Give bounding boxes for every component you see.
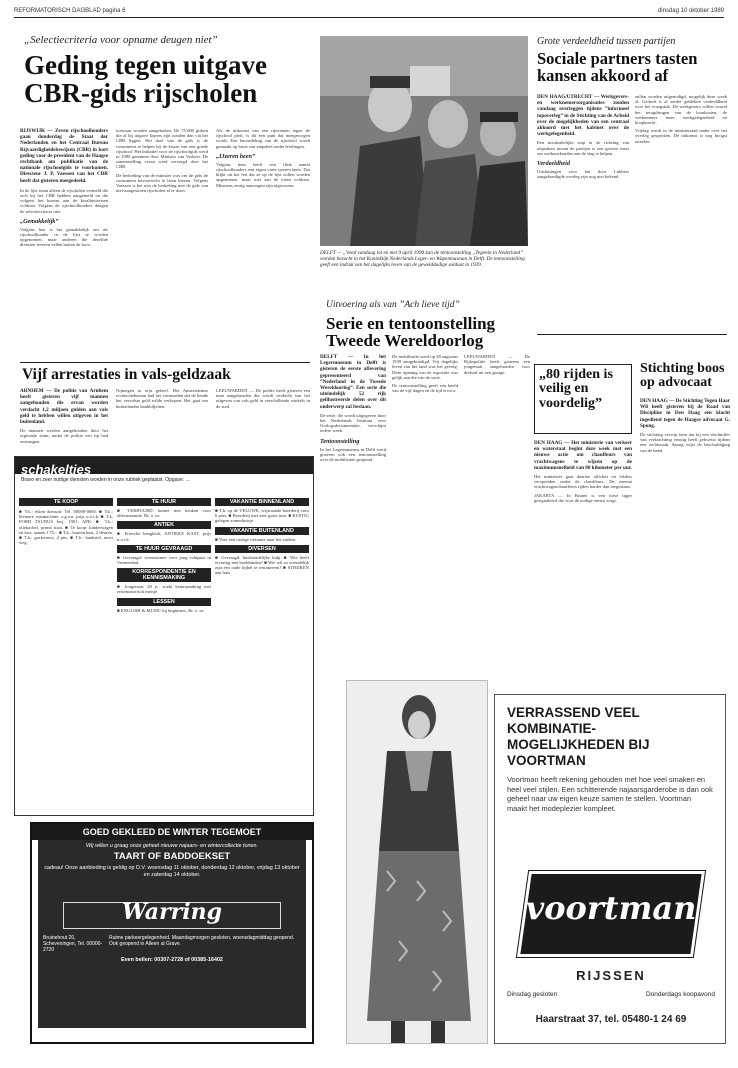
story1-subhead2: „IJzeren been” [216,152,256,160]
classifieds-header-lessen: LESSEN [117,598,211,606]
ad-warring-logo-frame [63,899,281,928]
story4-text: Een noodzakelijke stap in de richting van afspraken tussen de partijen is een grotere inzet om werkzoekenden aan de slag te helpen. [537,140,629,156]
classifieds-header-vakbui: VAKANTIE BUITENLAND [215,527,309,535]
classifieds-intro: Bravo en zeer nuttige diensten worden in onze rubriek geplaatst. Opgave: ... [21,477,190,483]
fashion-photo [346,680,488,1044]
story2-text: De mannen werden aangehouden door het regionale team, nadat de politie een tip had ontvangen. [20,428,108,444]
story4-lead: DEN HAAG/UTRECHT — Werkgevers- en werknemersorganisaties zouden vandaag overleggen tijdens ”informeel topoverleg” in de Stichting van de Arbeid over de mogelijkheden van een centraal akkoord met het kabinet over de werkgelegenheid. [537,94,629,138]
story1-text-b: Volgens hen is het gemakkelijk om als rijschoolhouder in de lijst te worden opgenomen, maar anderen die dezelfde diensten leveren vallen buiten de boot. [20,226,108,248]
classifieds-tekoop-text: ■ T.k.: eiken dressoir. Tel. 00000-0000. ■ T.k.: kleinere wasmachine, z.g.a.n. prijs n.o.t.k. ■ T.k. FORD TAUNUS bwj. 1981, APK. ■ T.k.: oliekachel, prima staat. ■ Te koop: kinderwagen en box, samen f 75,-. ■ T.k.: houten kast, 2 deuren. ■ T.k.: gasfornuis, 4 pits. ■ T.k.: bankstel, moet weg. [19,509,113,546]
classifieds-col1 [19,498,113,613]
fashion-photo-svg [347,681,488,1044]
story5-text-b: JAKARTA — In Brunei is een forse tijger gesignaleerd die voor de nodige onrust zorgt. [534,492,632,503]
ad-voortman-logo-wrap [523,889,699,927]
story2-text-b: Nijmegen in zijn geheel. Het Amsterdamse recherchebureau had het vermoeden dat de bende het vervalste geld wilde verkopen. Het gaat om buitenlandse bankbiljetten. [116,388,208,409]
soldiers-photo [320,36,528,246]
story1-text-e: Als de uitkomst van een rijexamen tegen de rijschool pleit, is dit een punt dat meegewogen wordt. Een beoordeling van de rijschool wordt gemaakt op basis van enquêtes onder leerlingen. [216,128,310,149]
story6-lead: DEN HAAG — De Stichting Tegen Haar Wil heeft gisteren bij de Raad van Discipline in Den Haag een klacht ingediend tegen de Haagse advocaat G. Spong. [640,398,731,429]
ad-voortman-body: Voortman heeft rekening gehouden met hoe veel smaken en heel veel stijlen. Een schitterende najaarsgarderobe is dan ook geheel naar uw eigen keuze samen te stellen. Voortman maakt het modeplezier kompleet. [507,775,713,813]
classifieds-tehuur-text: ■ VERHUURD: kamer met keuken voor alleenstaande. Br. o. nr. [117,508,211,519]
ad-voortman-address: Haarstraat 37, tel. 05480-1 24 69 [535,1014,687,1025]
story3-col1 [320,354,386,462]
ad-warring-address: Bruinehout 20, Scheveningen, Tel. 00000-2720 [43,934,103,954]
story5-headline: „80 rijden is veilig en voordelig” [539,367,613,411]
story2-col3 [216,388,310,409]
classifieds-logo: schakeltjes [21,462,92,477]
masthead-right: dinsdag 10 oktober 1989 [657,8,724,14]
story1-text-d: De bedoeling van de minister was om de gids de consument bevoorrecht te laten kiezen. Volgens Vaessen is het niet de bedoeling met de gids van niet-aangesloten rijscholen af te doen. [116,172,208,194]
ad-warring-shop: Warring [122,899,222,926]
story1-col2 [116,128,208,193]
story1-kicker: „Selectiecriteria voor opname deugen niet” [24,34,218,46]
story3-text: De serie, die wordt uitgegeven door het Nederlands Instituut voor Oorlogsdocumentatie, verschijnt iedere week. [320,412,386,434]
classifieds-header-tehuur: TE HUUR [117,498,211,506]
ad-warring-line1: Wij willen u graag onze geheel nieuwe najaars- en wintercollectie tonen. [86,843,258,849]
story3-headline: Serie en tentoonstelling Tweede Wereldoorlog [326,314,496,351]
story4-divider [537,334,727,335]
story4-kicker: Grote verdeeldheid tussen partijen [537,36,676,47]
story3-col3 [464,354,530,375]
classifieds-vakbin-text: ■ T.h. op de VELUWE, vrijstaande boerderij voor 6 pers. ■ Boerderij met zeer grote tuin. ■ RUSTIG gelegen zomerhuisje. [215,508,309,524]
soldiers-photo-svg [320,36,528,246]
story6-headline: Stichting boos op advocaat [640,361,725,391]
ad-warring-line2: cadeau! Onze aanbieding is geldig op D.V. woensdag 11 oktober, donderdag 12 oktober, vrijdag 13 oktober en zaterdag 14 oktober. [44,865,300,878]
classifieds-vakbui-text: ■ Voor een rustige vakantie naar het zuiden. [215,536,296,542]
story1-text-f: Volgens hem heeft een flink aantal rijschoolhouders een eigen vaste ijzeren been. Dat blijkt uit het feit dat ze op de lijst willen worden opgenomen, maar niet aan de eisen voldoen. Minstens zestig aanvragen zijn afgewezen. [216,161,310,188]
story4-col1 [537,94,629,179]
story3-text-e: LEEUWARDEN — De Rijkspolitie heeft gisteren een jongeman aangehouden voor diefstal uit een garage. [464,354,530,375]
story3-lead: DELFT — In het Legermuseum in Delft is gisteren de eerste aflevering gepresenteerd van ”Nederland in de Tweede Wereldoorlog”. Een serie die uiteindelijk 52 rijk geillustreerde delen over dit onderwerp zal beslaan. [320,354,386,410]
story1-col3 [216,128,310,188]
ad-voortman-days [507,991,715,998]
story3-text-b: In het Legermuseum in Delft werd gisteren ook een tentoonstelling over de mobilisatie geopend. [320,446,386,463]
story1-body [20,128,310,248]
story3-body [320,354,530,462]
story1-text-c: toestaan worden aangeboden. De 75.000 gidsen die al bij uitgave kopers zijn zouden dan via het CBR liggen. Het doel van de gids is de consument te helpen bij de keuze van een goede rijschool. Het initiatief voor de rijschoolgids werd in 1986 genomen door Minister van Verkeer. De samenstelling ervan werd verzorgd door het CBR. [116,128,208,170]
ad-warring-title: GOED GEKLEED DE WINTER TEGEMOET [32,824,312,840]
classifieds-gevraagd-text: ■ Gevraagd: woonruimte voor jong echtpaar in Veenendaal. [117,554,211,566]
ad-warring-panel [38,840,306,1028]
classifieds-header-vakbin: VAKANTIE BINNENLAND [215,498,309,506]
classifieds-antiek-text: ■ Friesche hangklok, ANTIEKE KAST, prijs n.o.t.k. [117,531,211,542]
ad-warring [30,822,314,1044]
ad-warring-highlight: TAART OF BADDOEKSET [113,851,231,863]
classifieds-header-tekoop: TE KOOP [19,498,113,506]
masthead-left: REFORMATORISCH DAGBLAD pagina 6 [14,8,126,14]
story4-text-c: zullen worden uitgenodigd, mogelijk deze week al. Gedeelt is al eerder gebleken verdeeldheid over het vraagstuk. De werkgevers willen vooral het terugdringen van de loonkosten, de werknemers meer werkgelegenheid en koopkracht. [635,94,727,126]
classifieds-columns [15,498,313,613]
classifieds-banner [15,457,313,477]
story2-body [20,388,310,444]
ad-voortman [494,694,726,1044]
ad-voortman-logo: voortman [525,889,697,927]
ad-voortman-days-right: Donderdags koopavond [645,991,715,998]
story3-kicker: Uitvoering als van ”Ach lieve tijd” [326,300,460,310]
ad-voortman-city-wrap [495,965,727,984]
story1-text: In de lijst staan alleen de rijscholen vermeld die zich bij het CBR hebben aangemeld en die volgens het bureau aan de kwaliteitseisen voldoen. Volgens de rijschoolhouders deugen de selectiecriteria niet. [20,187,108,214]
classifieds-header-diversen: DIVERSEN [215,545,309,553]
masthead-rule [14,17,724,18]
story4-text-b: Uitsluitingen voor het door Lubbers aangekondigde overleg zijn nog niet bekend. [537,169,629,180]
classifieds-col2 [117,498,211,613]
story2-text-c: LEEUWARDEN — De politie heeft gisteren een man aangehouden die wordt verdacht van het uitgeven van vals geld in verschillende winkels in de stad. [216,388,310,409]
story1-divider [20,362,310,363]
ad-warring-phone: Even bellen: 00307-2728 of 00385-16402 [121,956,223,963]
ad-warring-footer: Ruime parkeergelegenheid. Maandagmorgen gesloten, woensdagmiddag geopend. Ook geopend in Alleen al Grave. [109,934,295,948]
classifieds-col3 [215,498,309,613]
story4-body [537,94,727,179]
story2-lead: ARNHEM — De politie van Arnhem heeft gisteren vijf mannen aangehouden die ervan worden verdacht 1,2 miljoen gulden aan vals geld te hebben willen uitgeven in het buitenland. [20,388,109,426]
story5-headline-box [534,364,632,434]
story3-text-c: De mobilisatie werd op 28 augustus 1939 aangekondigd. Vrij dagelijks leven van het land was het gevolg. Deze opening van de expositie was gelijk aan die van de serie. [392,354,458,380]
ad-voortman-city: RIJSSEN [576,968,646,983]
story4-col2 [635,94,727,144]
story1-subhead1: „Gemakkelijk” [20,217,59,225]
story2-headline: Vijf arrestaties in vals-geldzaak [22,366,231,383]
classifieds-header-antiek: ANTIEK [117,521,211,529]
story5-body [534,440,632,503]
photo-caption: DELFT — „Vond vandaag tot en met 9 april 1990 kan de tentoonstelling „Tegenin in Nederland” worden bezocht in het Koninklijk Nederlands Leger- en Wapenmuseum in Delft. De tentoonstelling geeft een indruk van het dagelijks leven van de gewelddadige soldaat in 1939. [320,250,525,268]
classifieds-lessen-text: ■ ENGLISH & MUSIC bij beginners. Br. o. nr. [117,607,205,613]
classifieds-diversen-text: ■ Gevraagd: huishoudelijke hulp. ■ Wie heeft ervaring met boekbinden? ■ Wie wil zo vriendelijk zijn een oude bijbel te restaureren? ■ STRIJKEN aan huis. [215,554,309,576]
story5-lead: DEN HAAG — Het ministerie van verkeer en waterstaat begint deze week met een nieuwe actie om chauffeurs van vrachtwagens te wijzen op de maximumsnelheid van 80 kilometer per uur. [534,440,633,471]
story3-col2 [392,354,458,393]
ad-voortman-days-left: Dinsdag gesloten [507,991,558,998]
story5-text: Het ministerie gaat daartoe affiches en folders verspreiden onder de chauffeurs. De meeste vrachtwagenchauffeurs rijden harder dan toegestaan. [534,474,632,490]
story1-headline: Geding tegen uitgave CBR-gids rijscholen [24,50,267,108]
story3-subhead: Tentoonstelling [320,437,360,445]
story6-body [640,398,730,453]
story1-col1 [20,128,108,248]
story2-col1 [20,388,108,444]
story4-headline: Sociale partners tasten kansen akkoord af [537,49,698,85]
classifieds-header-korr: KORRESPONDENTIE EN KENNISMAKING [117,568,211,582]
story4-subhead: Verdeeldheid [537,160,570,168]
story6-text: De stichting verwijt hem dat hij een slachtoffer van verkrachting ernstig heeft gekwetst tijdens een rechtszaak. Spong wijst de beschuldiging van de hand. [640,432,730,453]
story1-lead: RIJSWIJK — Zeven rijschoolhouders gaan donderdag de Staat der Nederlanden en het Centraal Bureau Rijvaardigheidsbewijzen (CBR) in kort geding voor de president van de Haagse rechtbank om publikatie van de nationale rijschoolgids te voorkomen. Directeur J. P. Vaessen van het CBR heeft dat gisteren meegedeeld. [20,128,108,184]
ad-voortman-headline: VERRASSEND VEEL KOMBINATIE-MOGELIJKHEDEN BIJ VOORTMAN [507,705,650,768]
story3-text-d: De tentoonstelling geeft een beeld van de vijf dagen en de tijd ervoor. [392,383,458,394]
classifieds-header-gevraagd: TE HUUR GEVRAAGD [117,545,211,553]
story4-text-d: Vrijdag wordt in de ministerraad nader over het overleg gesproken. De uitkomst is nog hoogst onzeker. [635,128,727,144]
classifieds [14,456,314,816]
ad-warring-footer-row [43,935,301,954]
classifieds-korr-text: ■ Jongeman, 28 jr., zoekt kennismaking met reformatorisch meisje. [117,584,211,595]
story2-col2 [116,388,208,409]
ad-voortman-address-wrap [495,1007,727,1026]
